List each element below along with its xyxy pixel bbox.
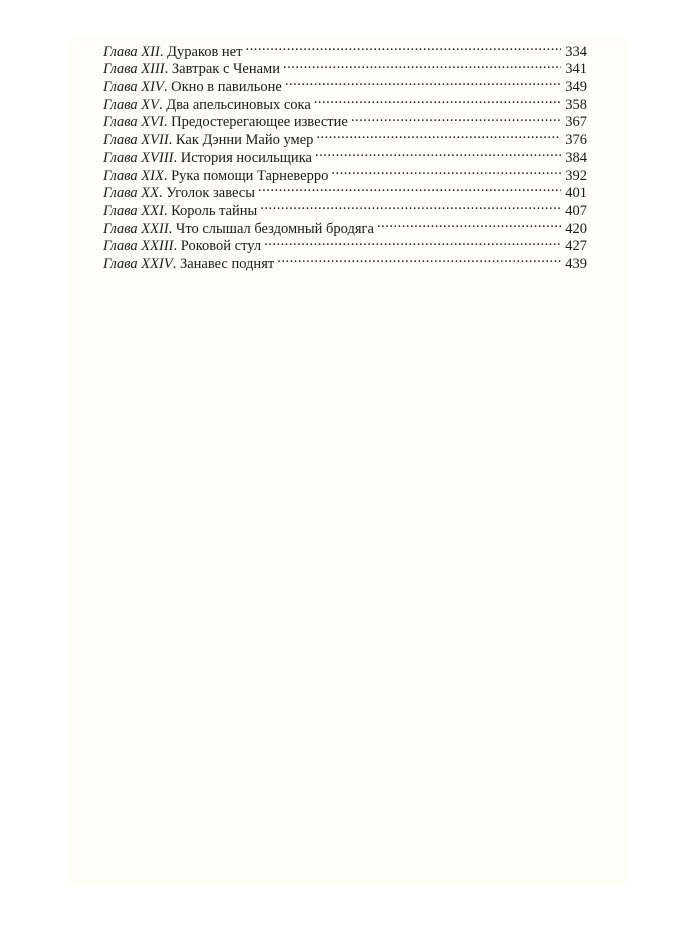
dot-leader	[351, 109, 561, 127]
chapter-number: Глава XII	[103, 43, 160, 60]
chapter-title: Окно в павильоне	[171, 79, 282, 96]
chapter-number: Глава XXIII	[103, 238, 174, 255]
dot-leader	[264, 233, 561, 251]
page-number: 341	[565, 61, 587, 78]
chapter-title: История носильщика	[180, 149, 312, 166]
chapter-title: Предостерегающее известие	[171, 114, 348, 131]
page-number: 358	[565, 96, 587, 113]
separator: .	[164, 61, 172, 78]
chapter-number: Глава XV	[103, 96, 160, 113]
page-number: 376	[565, 132, 587, 149]
chapter-title: Роковой стул	[180, 238, 262, 255]
chapter-number: Глава XIX	[103, 167, 164, 184]
chapter-number: Глава XXII	[103, 220, 169, 237]
dot-leader	[245, 38, 561, 56]
page-number: 407	[565, 202, 587, 219]
chapter-number: Глава XXIV	[103, 255, 173, 272]
chapter-title: Рука помощи Тарневерро	[171, 167, 329, 184]
dot-leader	[285, 73, 561, 91]
dot-leader	[331, 162, 561, 180]
dot-leader	[283, 56, 561, 74]
dot-leader	[315, 144, 561, 162]
chapter-number: Глава XVIII	[103, 149, 174, 166]
dot-leader	[314, 91, 561, 109]
chapter-title: Завтрак с Ченами	[171, 61, 280, 78]
chapter-number: Глава XIV	[103, 79, 164, 96]
separator: .	[163, 202, 172, 219]
chapter-title: Уголок завесы	[166, 185, 255, 202]
dot-leader	[377, 215, 561, 233]
separator: .	[163, 79, 172, 96]
page-number: 367	[565, 114, 587, 131]
separator: .	[159, 96, 167, 113]
chapter-number: Глава XX	[103, 185, 160, 202]
chapter-title: Занавес поднят	[179, 255, 275, 272]
page-number: 427	[565, 238, 587, 255]
document-page	[70, 38, 626, 886]
separator: .	[159, 43, 168, 60]
page-number: 439	[565, 255, 587, 272]
page-number: 392	[565, 167, 587, 184]
separator: .	[168, 220, 176, 237]
page-number: 384	[565, 149, 587, 166]
chapter-title: Как Дэнни Майо умер	[175, 132, 314, 149]
separator: .	[163, 114, 172, 131]
chapter-title: Два апельсиновых сока	[166, 96, 311, 113]
chapter-title: Что слышал бездомный бродяга	[175, 220, 374, 237]
dot-leader	[260, 197, 561, 215]
page-number: 420	[565, 220, 587, 237]
chapter-number: Глава XVI	[103, 114, 164, 131]
separator: .	[159, 185, 167, 202]
chapter-number: Глава XXI	[103, 202, 164, 219]
separator: .	[163, 167, 172, 184]
chapter-number: Глава XIII	[103, 61, 165, 78]
page-number: 334	[565, 43, 587, 60]
page-number: 401	[565, 185, 587, 202]
dot-leader	[277, 250, 561, 268]
chapter-title: Дураков нет	[167, 43, 243, 60]
separator: .	[173, 149, 181, 166]
dot-leader	[316, 126, 561, 144]
chapter-title: Король тайны	[171, 202, 258, 219]
separator: .	[172, 255, 180, 272]
toc-entry[interactable]	[103, 38, 587, 60]
separator: .	[168, 132, 176, 149]
table-of-contents	[103, 38, 587, 272]
chapter-number: Глава XVII	[103, 132, 169, 149]
separator: .	[173, 238, 181, 255]
page-number: 349	[565, 79, 587, 96]
dot-leader	[258, 180, 561, 198]
